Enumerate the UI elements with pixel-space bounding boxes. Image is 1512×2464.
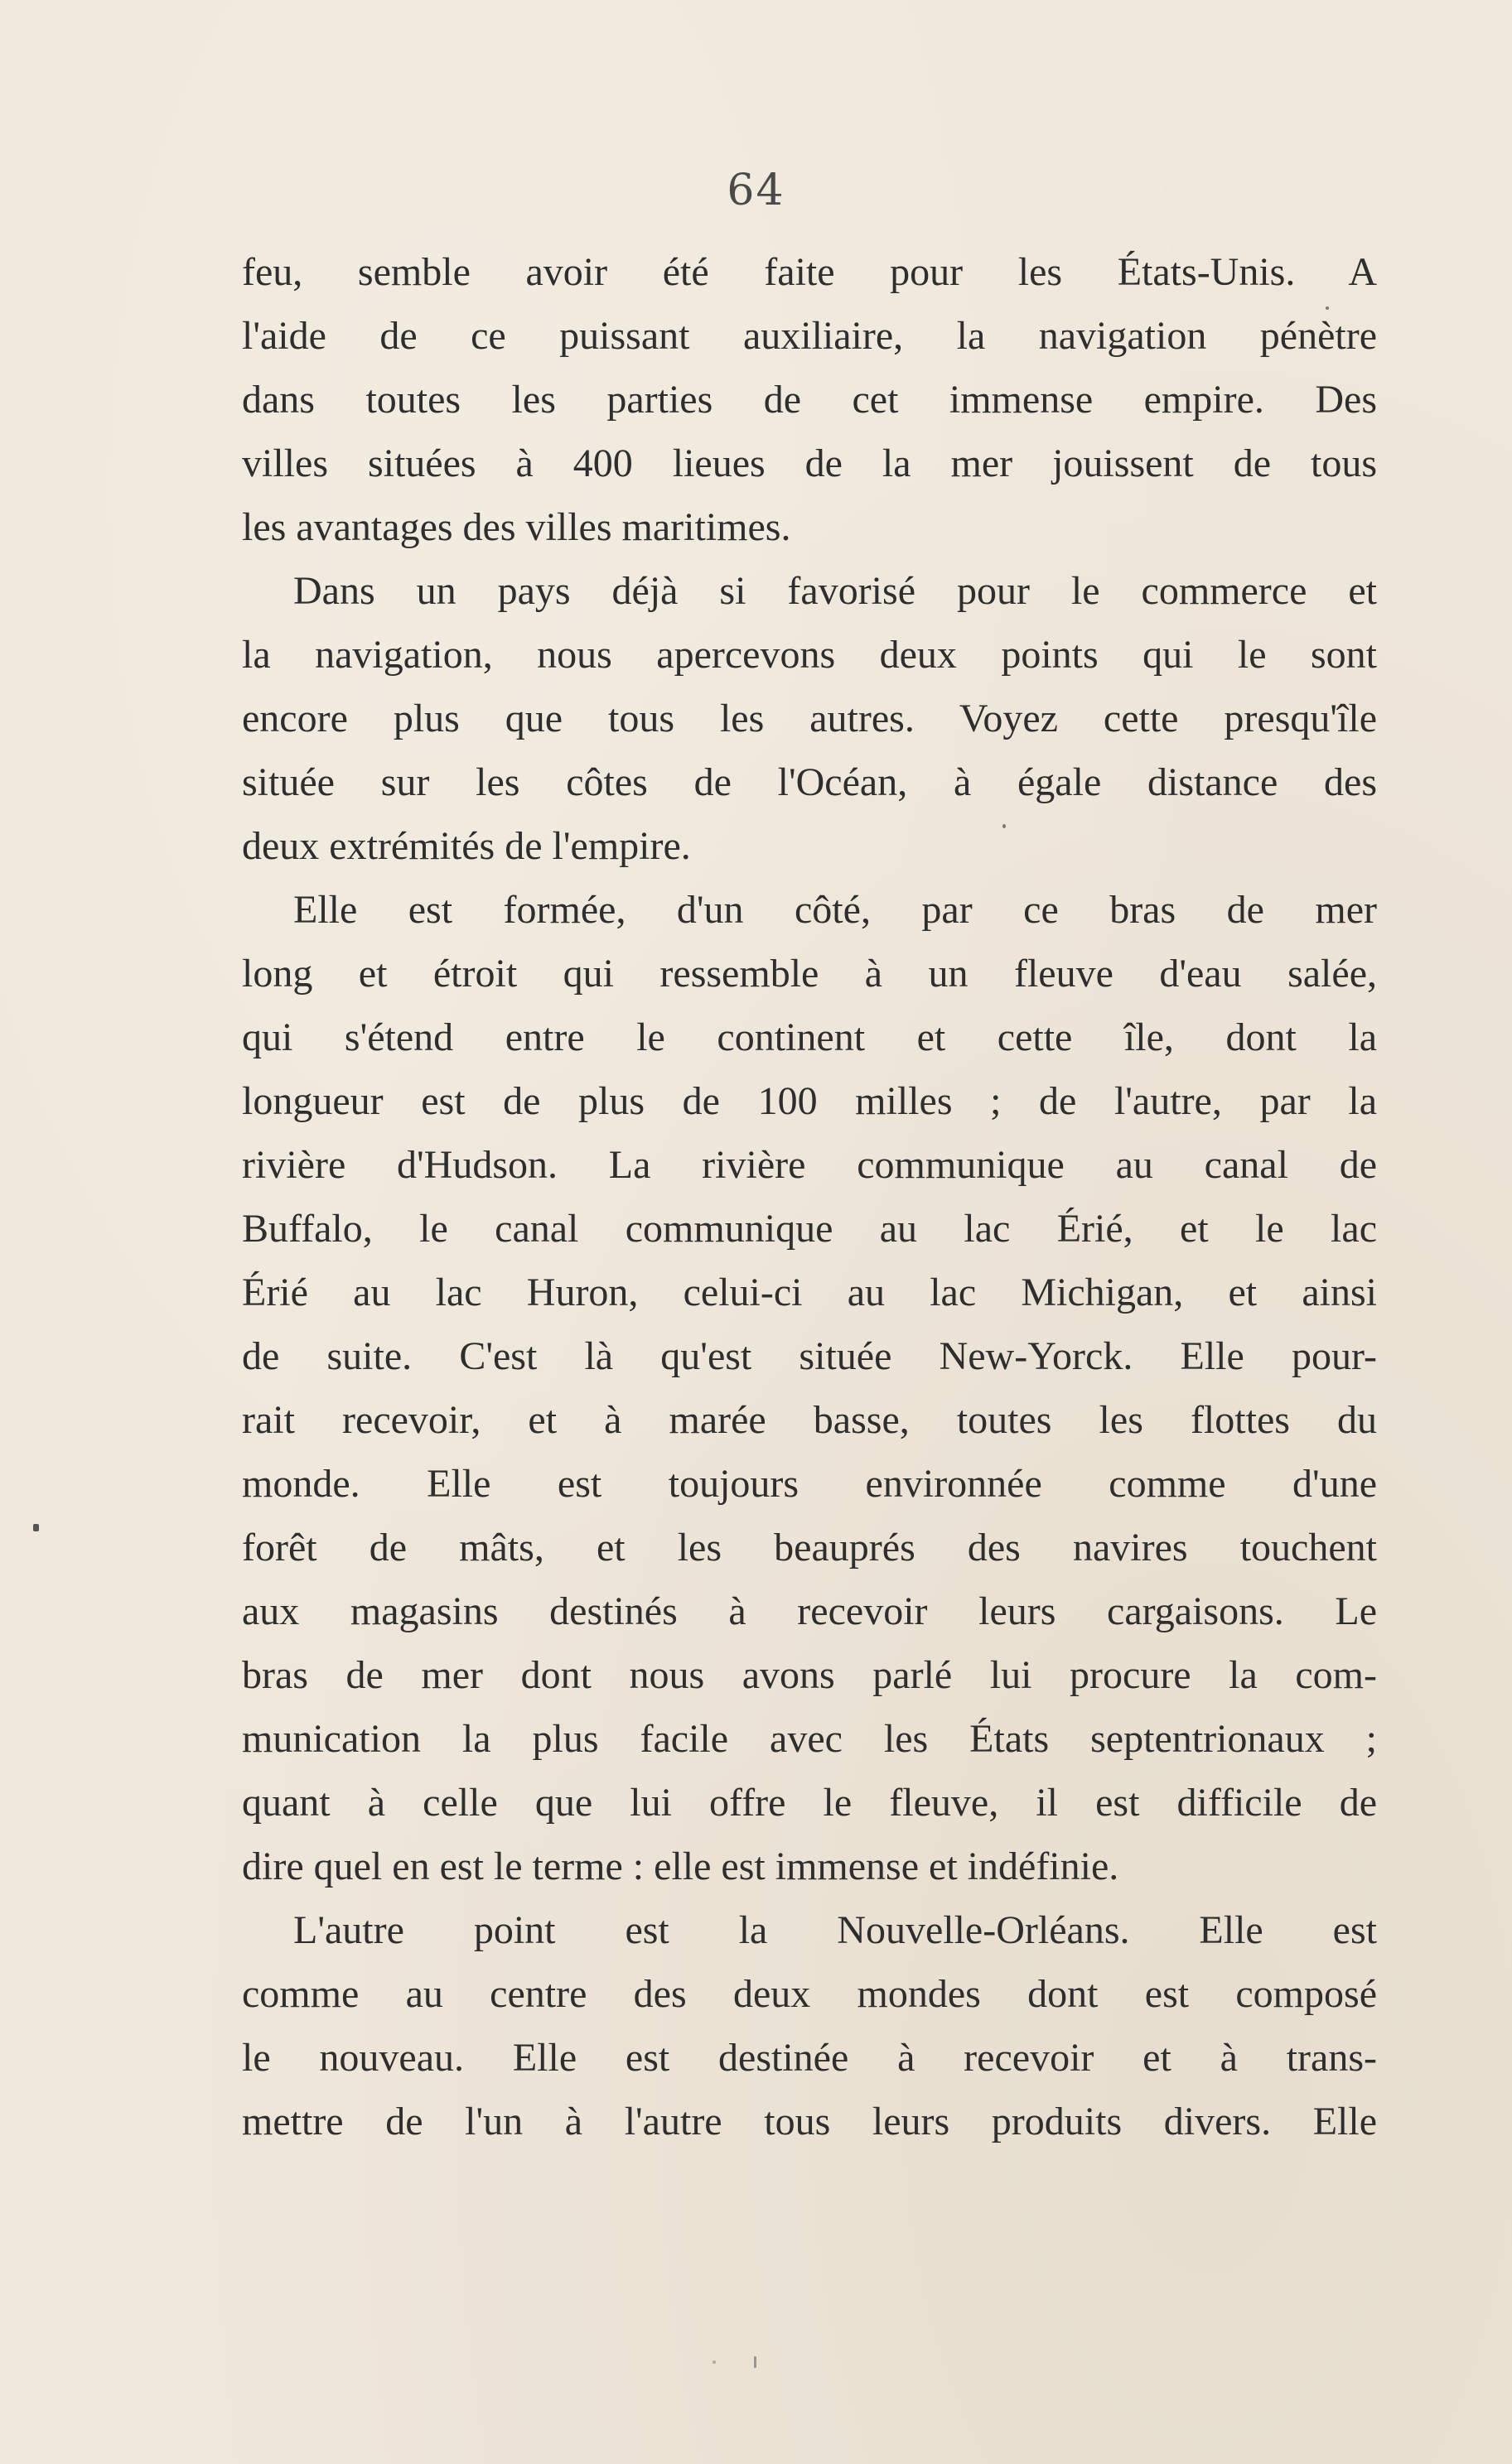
paper-speck	[1326, 306, 1329, 310]
text-line: Elle est formée, d'un côté, par ce bras de mer	[293, 888, 1377, 932]
paragraph	[242, 1898, 1377, 2153]
text-line: longueur est de plus de 100 milles ; de l'autre, par la	[242, 1079, 1377, 1123]
text-line: le nouveau. Elle est destinée à recevoir et à trans-	[242, 2036, 1377, 2080]
text-line: Érié au lac Huron, celui-ci au lac Michigan, et ainsi	[242, 1271, 1377, 1314]
text-line: rivière d'Hudson. La rivière communique au canal de	[242, 1143, 1377, 1187]
paper-speck	[1002, 824, 1006, 828]
paragraph	[242, 559, 1377, 878]
text-line: qui s'étend entre le continent et cette île, dont la	[242, 1015, 1377, 1059]
text-line: de suite. C'est là qu'est située New-Yorck. Elle pour-	[242, 1334, 1377, 1378]
text-line: bras de mer dont nous avons parlé lui procure la com-	[242, 1653, 1377, 1697]
text-line: comme au centre des deux mondes dont est composé	[242, 1972, 1377, 2016]
text-line: feu, semble avoir été faite pour les États-Unis. A	[242, 250, 1377, 294]
text-line: Buffalo, le canal communique au lac Érié, et le lac	[242, 1207, 1377, 1251]
text-line: long et étroit qui ressemble à un fleuve d'eau salée,	[242, 952, 1377, 996]
text-line: Dans un pays déjà si favorisé pour le commerce et	[293, 569, 1377, 613]
text-line: aux magasins destinés à recevoir leurs cargaisons. Le	[242, 1589, 1377, 1633]
paper-speck	[754, 2356, 756, 2368]
paper-speck	[713, 2360, 716, 2364]
text-line: villes situées à 400 lieues de la mer jouissent de tous	[242, 441, 1377, 485]
text-line: forêt de mâts, et les beauprés des navires touchent	[242, 1526, 1377, 1570]
text-line: munication la plus facile avec les États septentrionaux ;	[242, 1717, 1377, 1761]
page-text	[242, 240, 1377, 2153]
text-line: dans toutes les parties de cet immense empire. Des	[242, 378, 1377, 422]
text-line: L'autre point est la Nouvelle-Orléans. Elle est	[293, 1908, 1377, 1952]
text-line: située sur les côtes de l'Océan, à égale distance des	[242, 760, 1377, 804]
text-line: l'aide de ce puissant auxiliaire, la navigation pénètre	[242, 314, 1377, 358]
text-line: quant à celle que lui offre le fleuve, il est difficile de	[242, 1781, 1377, 1825]
text-line: rait recevoir, et à marée basse, toutes les flottes du	[242, 1398, 1377, 1442]
text-line: encore plus que tous les autres. Voyez cette presqu'île	[242, 697, 1377, 740]
text-line: deux extrémités de l'empire.	[242, 824, 691, 868]
text-line: les avantages des villes maritimes.	[242, 505, 791, 549]
paragraph	[242, 878, 1377, 1898]
text-line: la navigation, nous apercevons deux points qui le sont	[242, 633, 1377, 677]
text-line: monde. Elle est toujours environnée comme d'une	[242, 1462, 1377, 1506]
page-number: 64	[727, 166, 785, 215]
paragraph	[242, 240, 1377, 559]
text-line: mettre de l'un à l'autre tous leurs produits divers. Elle	[242, 2100, 1377, 2143]
text-line: dire quel en est le terme : elle est immense et indéfinie.	[242, 1844, 1119, 1888]
paper-speck	[33, 1524, 39, 1531]
